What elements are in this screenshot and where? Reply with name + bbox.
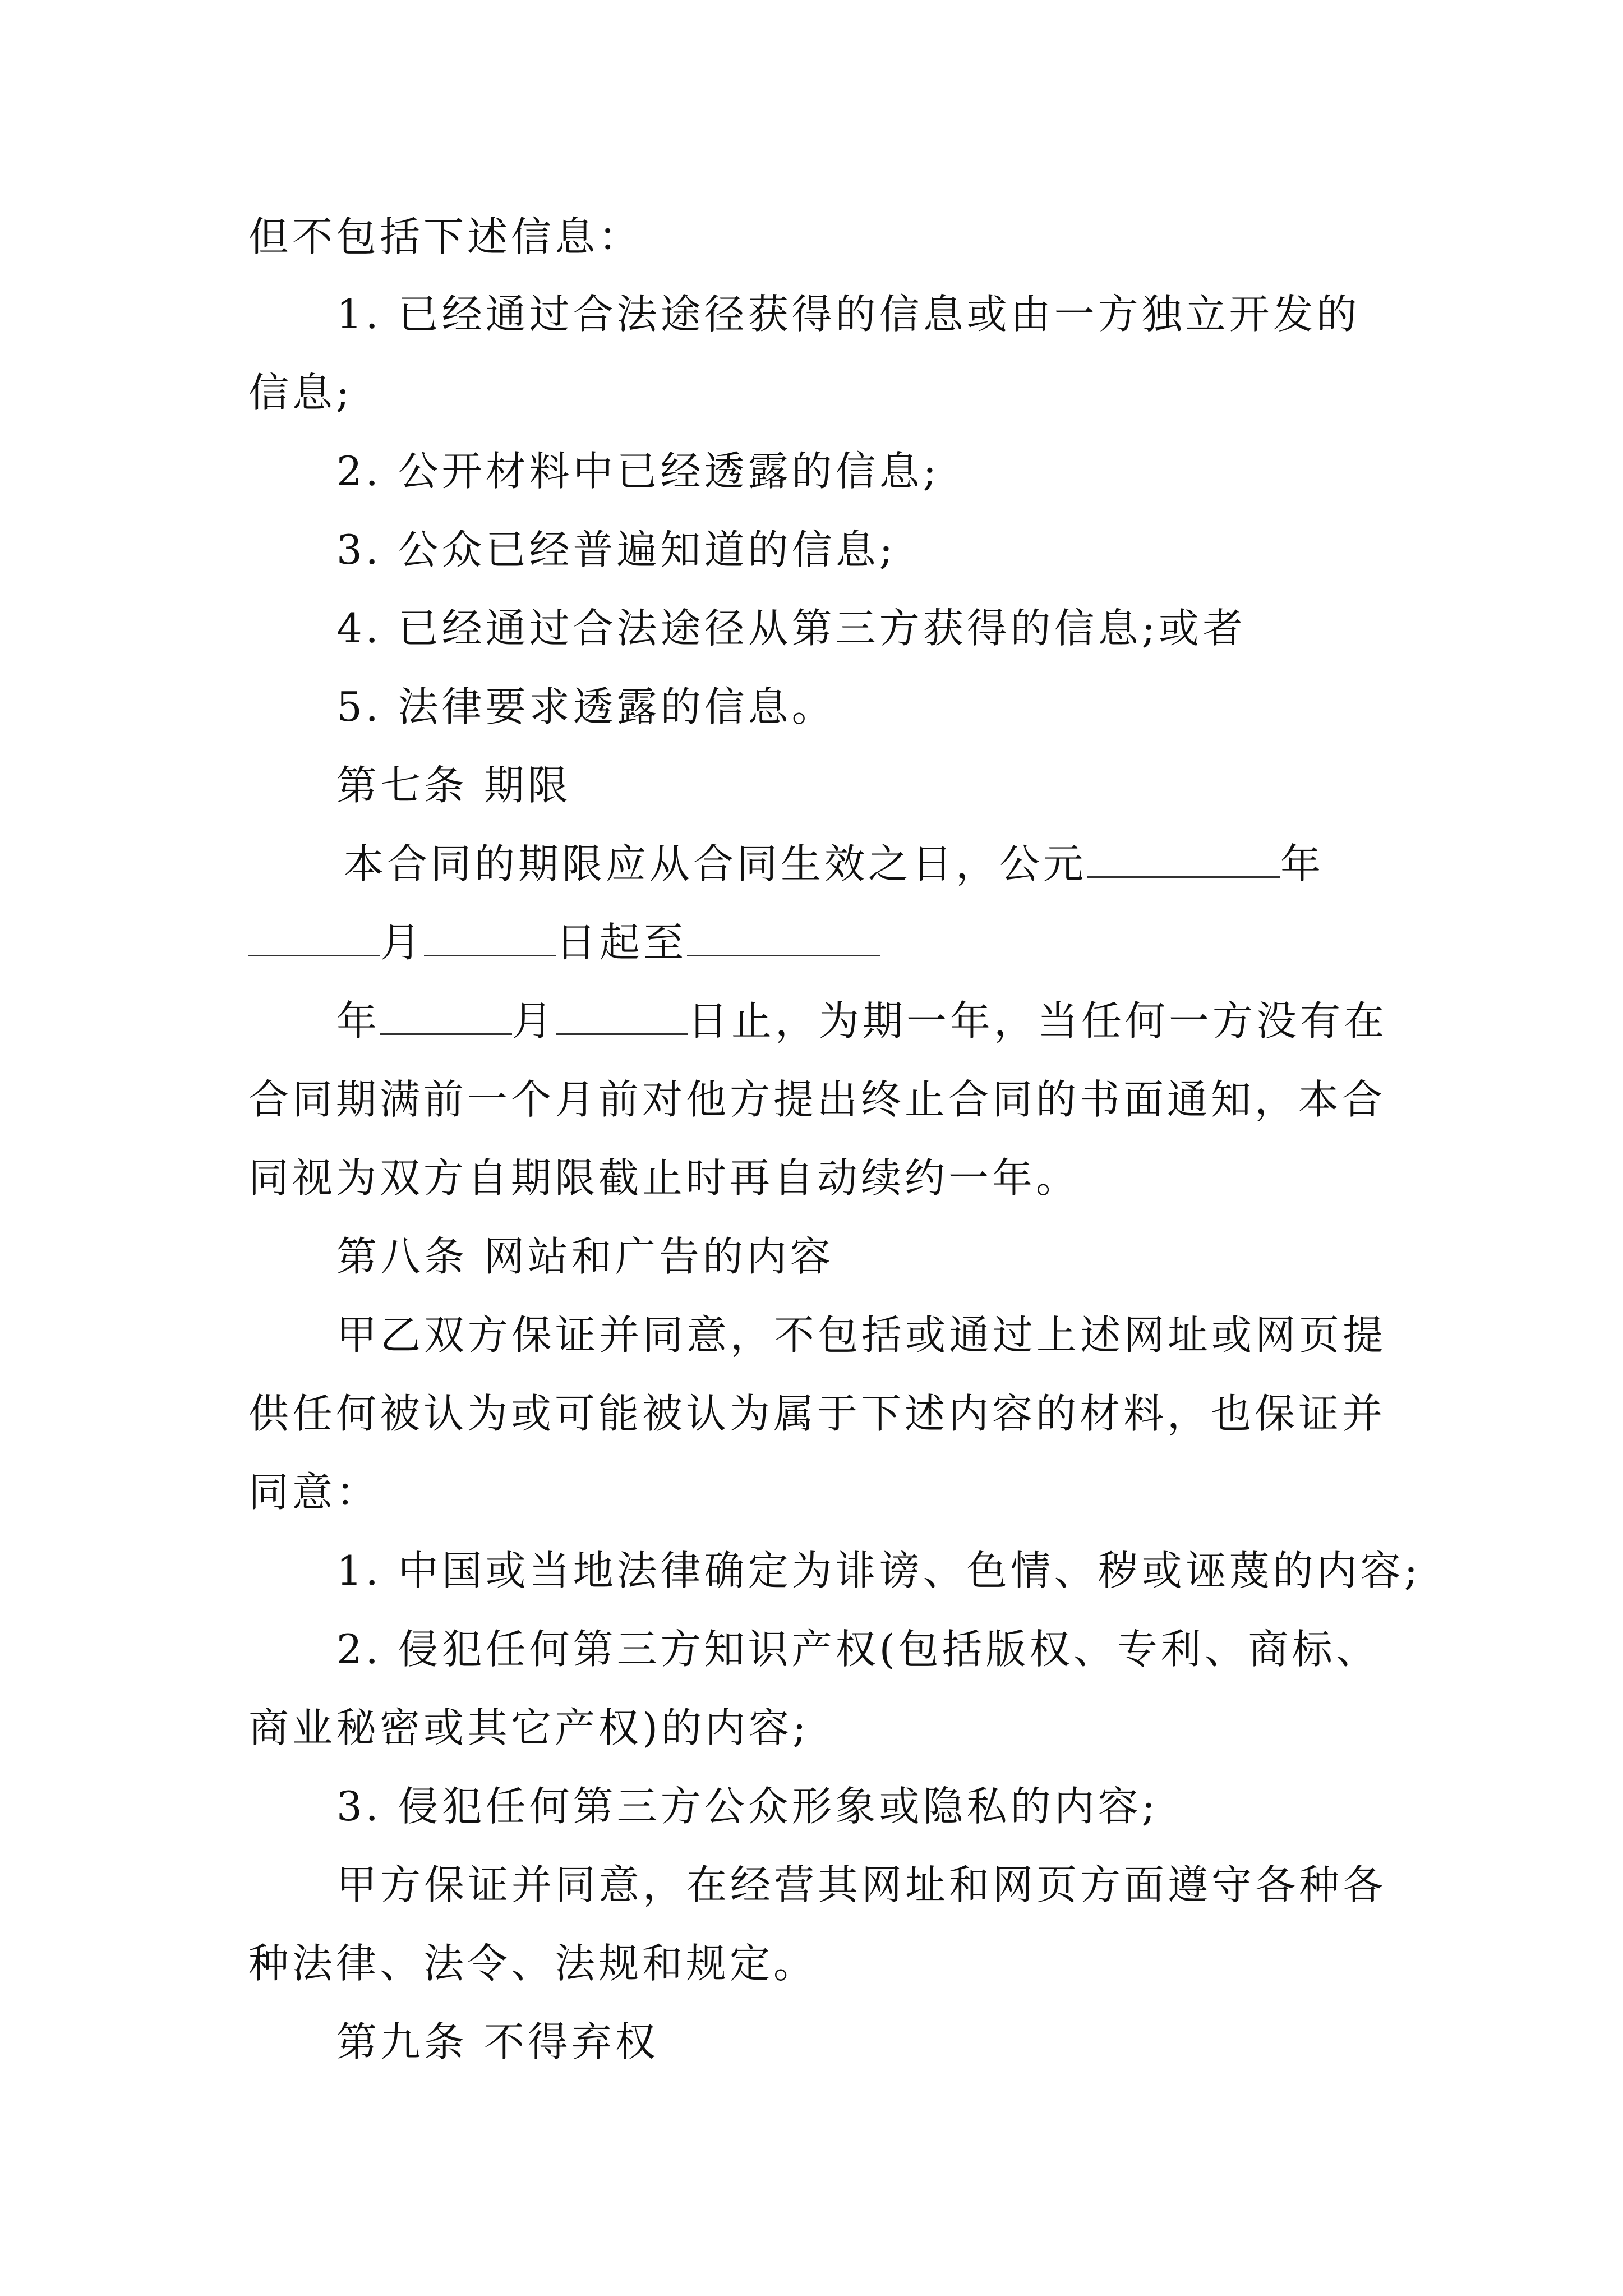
list-item-3: 3. 公众已经普遍知道的信息; — [336, 526, 896, 573]
compliance-paragraph-line: 甲方保证并同意，在经营其网址和网页方面遵守各种各 — [336, 1861, 1387, 1908]
term-text-start: 本合同的期限应从合同生效之日，公元 — [343, 840, 1087, 887]
day-blank — [424, 914, 556, 956]
compliance-paragraph-end: 种法律、法令、法规和规定。 — [248, 1940, 818, 1987]
end-year-label: 年 — [336, 997, 381, 1045]
end-month-blank — [380, 993, 512, 1035]
start-label: 日起至 — [556, 919, 688, 966]
article-7-heading: 第七条 期限 — [336, 762, 571, 809]
article-9-heading: 第九条 不得弃权 — [336, 2018, 659, 2065]
paragraph-line: 但不包括下述信息： — [248, 213, 643, 260]
term-date-line — [248, 914, 880, 970]
content-list-item-2: 2. 侵犯任何第三方知识产权(包括版权、专利、商标、 — [336, 1626, 1380, 1673]
list-item-5: 5. 法律要求透露的信息。 — [336, 683, 836, 730]
content-list-item-1: 1. 中国或当地法律确定为诽谤、色情、秽或诬蔑的内容; — [336, 1547, 1421, 1594]
article-8-heading: 第八条 网站和广告的内容 — [336, 1233, 834, 1280]
term-paragraph-continuation: 合同期满前一个月前对他方提出终止合同的书面通知，本合 — [248, 1076, 1386, 1123]
term-paragraph-end: 同视为双方自期限截止时再自动续约一年。 — [248, 1154, 1080, 1202]
content-paragraph-continuation: 供任何被认为或可能被认为属于下述内容的材料，也保证并 — [248, 1390, 1386, 1437]
end-text: 日止，为期一年，当任何一方没有在 — [688, 997, 1388, 1045]
content-paragraph-end: 同意： — [248, 1469, 380, 1516]
year-label: 年 — [1280, 840, 1325, 887]
list-item-1-continuation: 信息; — [248, 369, 353, 416]
term-end-line — [336, 993, 1387, 1049]
year-blank — [1087, 836, 1280, 878]
month-label: 月 — [380, 919, 425, 966]
end-day-blank — [556, 993, 688, 1035]
content-paragraph-line: 甲乙双方保证并同意，不包括或通过上述网址或网页提 — [336, 1312, 1387, 1359]
list-item-1: 1. 已经通过合法途径获得的信息或由一方独立开发的 — [336, 291, 1361, 338]
end-year-blank — [687, 914, 880, 956]
term-paragraph-line — [343, 836, 1324, 892]
end-month-label: 月 — [512, 997, 556, 1045]
content-list-item-3: 3. 侵犯任何第三方公众形象或隐私的内容; — [336, 1783, 1159, 1830]
list-item-2: 2. 公开材料中已经透露的信息; — [336, 448, 940, 495]
month-blank — [248, 914, 380, 956]
list-item-4: 4. 已经通过合法途径从第三方获得的信息;或者 — [336, 605, 1246, 652]
content-list-item-2-continuation: 商业秘密或其它产权)的内容; — [248, 1704, 810, 1751]
